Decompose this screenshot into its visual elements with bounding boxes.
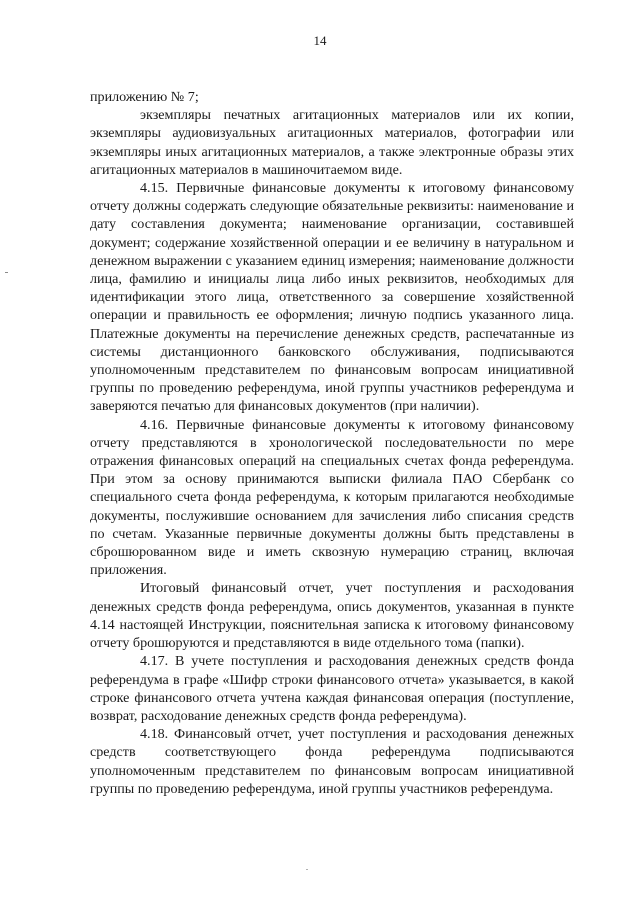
page-number: 14 [313,33,327,48]
paragraph-4-15: 4.15. Первичные финансовые документы к итоговому финансовому отчету должны содержать следующие обязательные реквизиты: наименование и дату составления документа; наименование организации, составившей документ; содержание хозяйственной операции и ее величину в натуральном и денежном выражении с указанием единиц измерения; наименование должности лица, фамилию и инициалы лица либо иных реквизитов, необходимых для идентификации этого лица, ответственного за совершение хозяйственной операции и правильность ее оформления; личную подпись указанного лица. Платежные документы на перечисление денежных средств, распечатанные из системы дистанционного банковского обслуживания, подписываются уполномоченным представителем по финансовым вопросам инициативной группы по проведению референдума, иной группы участников референдума и заверяются печатью для финансовых документов (при наличии). [90,180,574,415]
paragraph-4-17: 4.17. В учете поступления и расходования денежных средств фонда референдума в графе «Шифр строки финансового отчета» указывается, в какой строке финансового отчета учтена каждая финансовая операция (поступление, возврат, расходование денежных средств фонда референдума). [90,653,574,724]
paragraph-continuation: приложению № 7; [90,89,199,105]
paragraph-final-report-binding: Итоговый финансовый отчет, учет поступления и расходования денежных средств фонда референдума, опись документов, указанная в пункте 4.14 настоящей Инструкции, пояснительная записка к итоговому финансовому отчету брошюруются и представляются в виде отдельного тома (папки). [90,580,574,652]
scan-margin-mark [5,272,8,273]
paragraph-4-16: 4.16. Первичные финансовые документы к итоговому финансовому отчету представляются в хронологической последовательности по мере отражения финансовых операций на специальных счетах фонда референдума. При этом за основу принимаются выписки филиала ПАО Сбербанк со специального счета фонда референдума, к которым прилагаются необходимые документы, послужившие основанием для зачисления либо списания средств по счетам. Указанные первичные документы должны быть представлены в сброшюрованном виде и иметь сквозную нумерацию страниц, включая приложения. [90,416,574,579]
paragraph-agitation-materials: экземпляры печатных агитационных материалов или их копии, экземпляры аудиовизуальных агитационных материалов, фотографии или экземпляры иных агитационных материалов, а также электронные образы этих агитационных материалов в машиночитаемом виде. [90,107,574,178]
scan-dust-mark [306,869,308,870]
paragraph-4-18: 4.18. Финансовый отчет, учет поступления и расходования денежных средств соответствующего фонда референдума подписываются уполномоченным представителем по финансовым вопросам инициативной группы по проведению референдума, иной группы участников референдума. [90,726,574,797]
document-body [90,88,574,798]
